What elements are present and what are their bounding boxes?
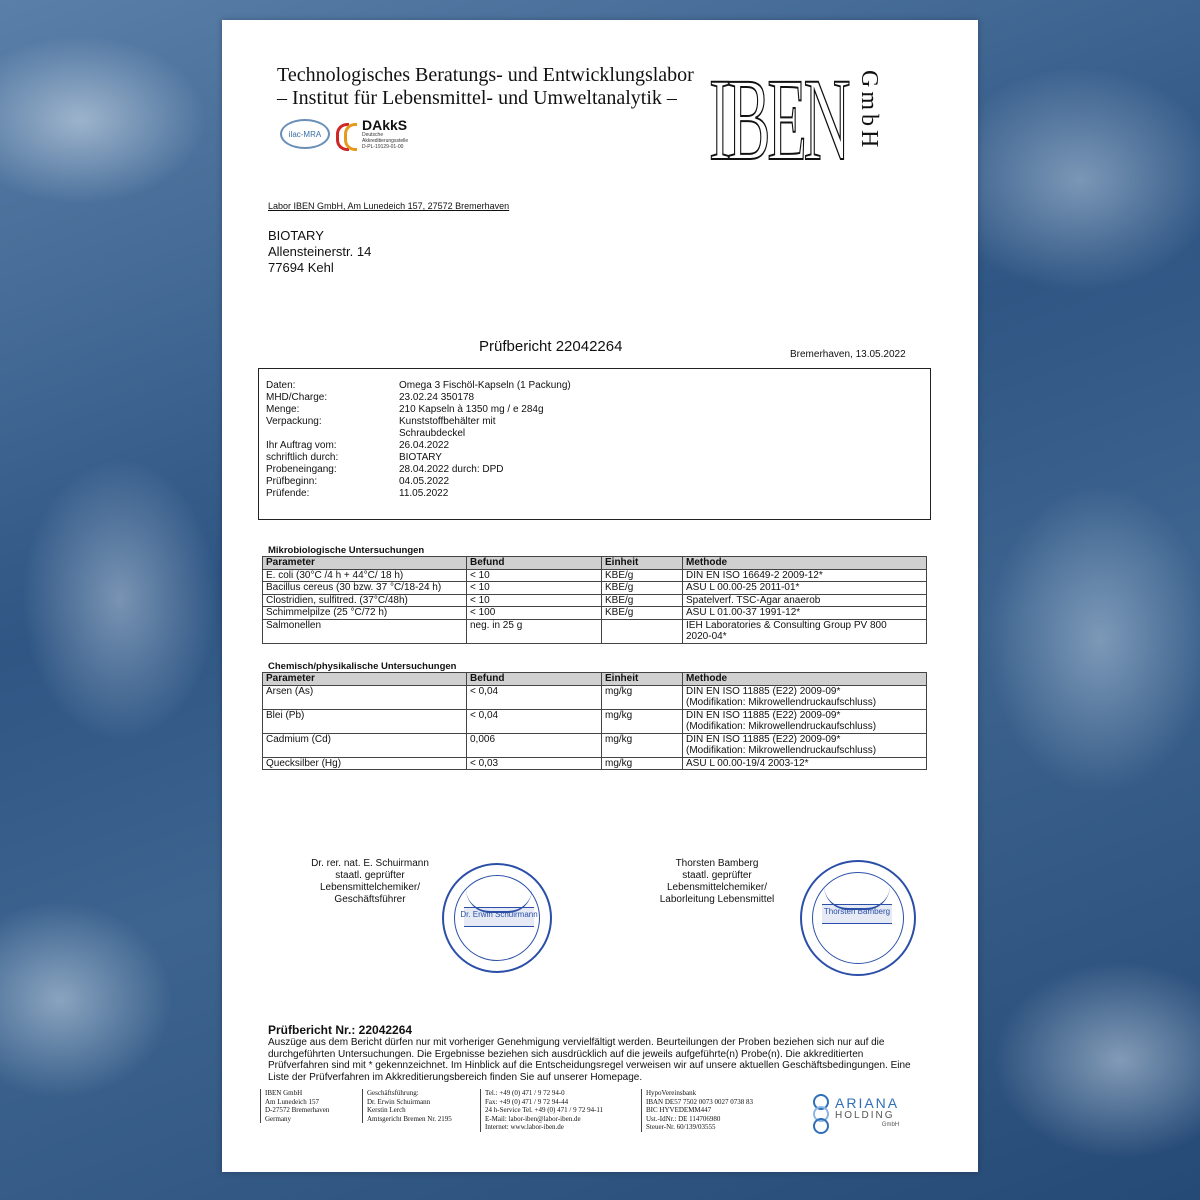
footer-bank: HypoVereinsbank IBAN DE57 7502 0073 0027 0738 83 BIC HYVEDEMM447 Ust.-IdNr.: DE 114706980 Steuer-Nr. 60/139/03555: [641, 1089, 753, 1132]
recipient-street: Allensteinerstr. 14: [268, 244, 372, 259]
einheit-cell: KBE/g: [602, 607, 683, 620]
methode-cell: IEH Laboratories & Consulting Group PV 800 2020-04*: [683, 619, 927, 643]
table-row: [263, 685, 927, 709]
table-row: [263, 594, 927, 607]
recipient-city: 77694 Kehl: [268, 260, 334, 275]
sample-info-label: Prüfbeginn:: [266, 476, 318, 487]
signature-left-name: Dr. rer. nat. E. Schuirmann: [311, 858, 429, 869]
befund-cell: neg. in 25 g: [467, 619, 602, 643]
signature-left-title3: Geschäftsführer: [334, 894, 406, 905]
dakks-sub3: D-PL-19129-01-00: [362, 144, 404, 150]
einheit-cell: mg/kg: [602, 733, 683, 757]
sample-info-label: Probeneingang:: [266, 464, 337, 475]
chem-header-methode: Methode: [683, 673, 927, 686]
sample-info-label: Menge:: [266, 404, 300, 415]
ariana-suffix: GmbH: [881, 1122, 900, 1128]
dakks-logo: [336, 118, 408, 150]
chem-header-befund: Befund: [467, 673, 602, 686]
einheit-cell: [602, 619, 683, 643]
ariana-holding-logo: [807, 1092, 899, 1132]
einheit-cell: mg/kg: [602, 685, 683, 709]
signature-right: [622, 858, 812, 906]
table-row: [263, 709, 927, 733]
footer-report-number: Prüfbericht Nr.: 22042264: [268, 1023, 413, 1037]
sender-line: Labor IBEN GmbH, Am Lunedeich 157, 27572 Bremerhaven: [268, 201, 510, 211]
methode-cell-line2: 2020-04*: [686, 631, 727, 642]
micro-table: [262, 556, 927, 644]
recipient-address: [268, 228, 371, 276]
methode-cell: ASU L 01.00-37 1991-12*: [683, 607, 927, 620]
table-row: [263, 569, 927, 582]
report-page: [222, 20, 978, 1172]
dna-helix-icon: [807, 1092, 831, 1132]
signature-left: [270, 858, 470, 906]
signature-right-name: Thorsten Bamberg: [675, 858, 759, 869]
stamp-left: [442, 863, 552, 973]
iben-logo-suffix: GmbH: [856, 70, 882, 152]
lab-name-line1: Technologisches Beratungs- und Entwicklungslabor: [277, 64, 694, 86]
ilac-mra-logo: ilac-MRA: [280, 119, 330, 149]
sample-info-value: 28.04.2022 durch: DPD: [399, 464, 504, 475]
sample-info-value: Kunststoffbehälter mit: [399, 416, 496, 427]
einheit-cell: mg/kg: [602, 709, 683, 733]
methode-cell: DIN EN ISO 11885 (E22) 2009-09* (Modifikation: Mikrowellendruckaufschluss): [683, 685, 927, 709]
sample-info-label: Daten:: [266, 380, 296, 391]
report-title: Prüfbericht 22042264: [479, 338, 623, 355]
iben-logo: [709, 54, 849, 185]
sample-info-value: 26.04.2022: [399, 440, 450, 451]
chem-header-einheit: Einheit: [602, 673, 683, 686]
accreditation-logos: [280, 118, 408, 150]
iben-logo-text: IBEN: [709, 54, 848, 185]
report-place-date: Bremerhaven, 13.05.2022: [790, 349, 906, 360]
parameter-cell: Salmonellen: [263, 619, 467, 643]
sample-info-label: Ihr Auftrag vom:: [266, 440, 337, 451]
footer-management: Geschäftsführung: Dr. Erwin Schuirmann Kerstin Lerch Amtsgericht Bremen Nr. 2195: [362, 1089, 452, 1123]
einheit-cell: KBE/g: [602, 569, 683, 582]
table-row: [263, 607, 927, 620]
micro-header-parameter: Parameter: [263, 557, 467, 570]
micro-header-einheit: Einheit: [602, 557, 683, 570]
table-row: [263, 582, 927, 595]
parameter-cell: Schimmelpilze (25 °C/72 h): [263, 607, 467, 620]
parameter-cell: Cadmium (Cd): [263, 733, 467, 757]
einheit-cell: mg/kg: [602, 757, 683, 770]
stamp-right: [800, 860, 916, 976]
methode-cell-line2: (Modifikation: Mikrowellendruckaufschluss): [686, 721, 877, 732]
sample-info-value: BIOTARY: [399, 452, 442, 463]
sample-info-value: 11.05.2022: [399, 488, 449, 499]
sample-info-box: [258, 368, 931, 520]
table-row: [263, 733, 927, 757]
recipient-name: BIOTARY: [268, 228, 324, 243]
signature-right-title1: staatl. geprüfter: [682, 870, 752, 881]
lab-name-line2: – Institut für Lebensmittel- und Umweltanalytik –: [277, 87, 677, 109]
parameter-cell: Bacillus cereus (30 bzw. 37 °C/18-24 h): [263, 582, 467, 595]
befund-cell: < 0,04: [467, 685, 602, 709]
stamp-left-name: Dr. Erwin Schuirmann: [460, 910, 538, 919]
sample-info-value: 210 Kapseln à 1350 mg / e 284g: [399, 404, 544, 415]
chem-header-parameter: Parameter: [263, 673, 467, 686]
table-row: [263, 619, 927, 643]
methode-cell: ASU L 00.00-25 2011-01*: [683, 582, 927, 595]
befund-cell: < 10: [467, 594, 602, 607]
befund-cell: < 10: [467, 569, 602, 582]
methode-cell: Spatelverf. TSC-Agar anaerob: [683, 594, 927, 607]
sample-info-label: Prüfende:: [266, 488, 310, 499]
dakks-sub1: Deutsche: [362, 132, 384, 138]
signature-left-title1: staatl. geprüfter: [335, 870, 405, 881]
methode-cell: DIN EN ISO 11885 (E22) 2009-09* (Modifikation: Mikrowellendruckaufschluss): [683, 733, 927, 757]
sample-info-value: Omega 3 Fischöl-Kapseln (1 Packung): [399, 380, 571, 391]
befund-cell: 0,006: [467, 733, 602, 757]
befund-cell: < 100: [467, 607, 602, 620]
parameter-cell: E. coli (30°C /4 h + 44°C/ 18 h): [263, 569, 467, 582]
parameter-cell: Quecksilber (Hg): [263, 757, 467, 770]
footer-address: IBEN GmbH Am Lunedeich 157 D-27572 Bremerhaven Germany: [260, 1089, 329, 1123]
methode-cell: DIN EN ISO 11885 (E22) 2009-09* (Modifikation: Mikrowellendruckaufschluss): [683, 709, 927, 733]
methode-cell-line2: (Modifikation: Mikrowellendruckaufschluss): [686, 745, 877, 756]
parameter-cell: Arsen (As): [263, 685, 467, 709]
befund-cell: < 0,03: [467, 757, 602, 770]
methode-cell: DIN EN ISO 16649-2 2009-12*: [683, 569, 927, 582]
ariana-name: ARIANA: [835, 1095, 900, 1111]
micro-header-befund: Befund: [467, 557, 602, 570]
signature-left-title2: Lebensmittelchemiker/: [319, 882, 421, 893]
footer-contact: Tel.: +49 (0) 471 / 9 72 94-0 Fax: +49 (0) 471 / 9 72 94-44 24 h-Service Tel. +49 (0) 471 / 9 72 94-11 E-Mail: labor-iben@labor-iben.de Internet: www.labor-iben.de: [480, 1089, 603, 1132]
stamp-right-name: Thorsten Bamberg: [823, 907, 891, 916]
signature-right-title2: Lebensmittelchemiker/: [666, 882, 768, 893]
dakks-mark-icon: [336, 121, 358, 147]
micro-section-title: Mikrobiologische Untersuchungen: [268, 545, 425, 556]
chem-table: [262, 672, 927, 770]
sample-info-value: Schraubdeckel: [399, 428, 466, 439]
sample-info-label: Verpackung:: [266, 416, 322, 427]
signature-right-title3: Laborleitung Lebensmittel: [659, 894, 775, 905]
sample-info-label: MHD/Charge:: [266, 392, 328, 403]
table-row: [263, 757, 927, 770]
sample-info-value: 23.02.24 350178: [399, 392, 475, 403]
micro-header-methode: Methode: [683, 557, 927, 570]
befund-cell: < 0,04: [467, 709, 602, 733]
chem-section-title: Chemisch/physikalische Untersuchungen: [268, 661, 457, 672]
sample-info-label: schriftlich durch:: [266, 452, 339, 463]
ariana-sub: HOLDING: [835, 1110, 895, 1121]
parameter-cell: Blei (Pb): [263, 709, 467, 733]
einheit-cell: KBE/g: [602, 582, 683, 595]
parameter-cell: Clostridien, sulfitred. (37°C/48h): [263, 594, 467, 607]
einheit-cell: KBE/g: [602, 594, 683, 607]
footer-disclaimer: Auszüge aus dem Bericht dürfen nur mit vorheriger Genehmigung vervielfältigt werden. Beurteilungen der Proben beziehen sich nur auf die durchgeführten Untersuchungen. Die Ergebnisse beziehen sich ausdrücklich auf die jeweils aufgeführte(n) Probe(n). Die akkreditierten Prüfverfahren sind mit * gekennzeichnet. Im Hinblick auf die Entscheidungsregel verweisen wir auf unsere aktuellen Geschäftsbedingungen. Eine Liste der Prüfverfahren im Akkreditierungsbereich finden Sie auf unserer Homepage.: [268, 1037, 911, 1083]
methode-cell: ASU L 00.00-19/4 2003-12*: [683, 757, 927, 770]
sample-info-value: 04.05.2022: [399, 476, 450, 487]
befund-cell: < 10: [467, 582, 602, 595]
dakks-sub2: Akkreditierungsstelle: [362, 138, 409, 144]
dakks-label: DAkkS: [362, 117, 408, 133]
methode-cell-line2: (Modifikation: Mikrowellendruckaufschluss): [686, 697, 877, 708]
